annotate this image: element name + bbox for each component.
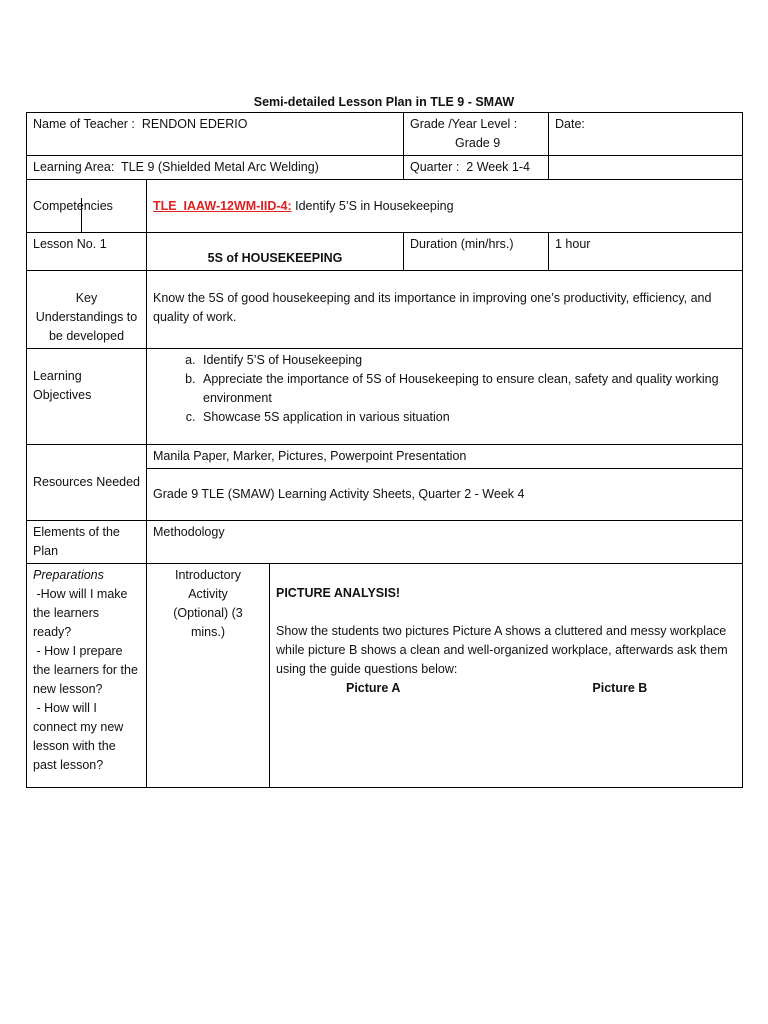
resources-row-1: [27, 445, 743, 469]
resources-item-2-cell: [147, 469, 743, 521]
competency-code: TLE_IAAW-12WM-IID-4:: [153, 198, 292, 213]
lesson-title: 5S of HOUSEKEEPING: [207, 251, 343, 265]
key-text: Know the 5S of good housekeeping and its importance in improving one’s productivity, efficiency, and quality of work.: [153, 291, 712, 324]
lesson-label: Lesson No. 1: [33, 237, 107, 251]
analysis-cell: [270, 564, 743, 788]
teacher-label: Name of Teacher :: [33, 117, 135, 131]
resources-label-cell: [27, 445, 147, 521]
elements-label: Elements of the Plan: [33, 525, 120, 558]
activity-cell: [147, 564, 270, 788]
objectives-label-cell: [27, 349, 147, 445]
lesson-row: [27, 233, 743, 271]
grade-value: Grade 9: [455, 136, 501, 150]
area-row: [27, 156, 743, 180]
divider-mark: [81, 198, 82, 232]
preparations-label-cell: [27, 564, 147, 788]
objectives-value-cell: [147, 349, 743, 445]
list-item: a. Identify 5’S of Housekeeping: [199, 351, 736, 370]
area-label: Learning Area:: [33, 160, 115, 174]
list-item: c. Showcase 5S application in various situation: [199, 408, 736, 427]
activity-text: Introductory Activity (Optional) (3 mins.): [173, 568, 243, 639]
objectives-row: [27, 349, 743, 445]
quarter-cell: [404, 156, 549, 180]
area-value: TLE 9 (Shielded Metal Arc Welding): [121, 160, 319, 174]
key-label: Key Understandings to be developed: [35, 291, 138, 343]
competencies-label-cell: [27, 180, 147, 233]
elements-row: [27, 521, 743, 564]
resources-label: Resources Needed: [33, 475, 141, 489]
picture-b-label: Picture B: [592, 681, 648, 695]
key-value-cell: [147, 271, 743, 349]
empty-cell: [549, 156, 743, 180]
objectives-label: Learning Objectives: [33, 369, 92, 402]
quarter-label: Quarter :: [410, 160, 460, 174]
teacher-name: RENDON EDERIO: [141, 117, 248, 131]
grade-cell: [404, 113, 549, 156]
page-title: Semi-detailed Lesson Plan in TLE 9 - SMAW: [253, 95, 515, 109]
date-label: Date:: [555, 117, 585, 131]
key-row: [27, 271, 743, 349]
duration-value-cell: [549, 233, 743, 271]
resources-item-2: Grade 9 TLE (SMAW) Learning Activity Sheets, Quarter 2 - Week 4: [153, 487, 525, 501]
picture-a-label: Picture A: [346, 681, 401, 695]
date-cell: [549, 113, 743, 156]
objectives-list: [153, 351, 736, 427]
picture-labels: [276, 679, 736, 698]
competencies-row: [27, 180, 743, 233]
teacher-cell: [27, 113, 404, 156]
resources-item-1-cell: [147, 445, 743, 469]
key-label-cell: [27, 271, 147, 349]
duration-value: 1 hour: [555, 237, 591, 251]
preparations-questions: -How will I make the learners ready? - How I prepare the learners for the new lesson? - How will I connect my new lesson with the past lesson?: [33, 587, 138, 772]
analysis-text: Show the students two pictures Picture A shows a cluttered and messy workplace while picture B shows a clean and well-organized workplace, afterwards ask them using the guide questions below:: [276, 624, 728, 676]
area-cell: [27, 156, 404, 180]
resources-item-1: Manila Paper, Marker, Pictures, Powerpoint Presentation: [153, 449, 467, 463]
competencies-value-cell: [147, 180, 743, 233]
elements-value: Methodology: [153, 525, 225, 539]
lesson-title-cell: [147, 233, 404, 271]
competency-text: Identify 5’S in Housekeeping: [295, 198, 454, 213]
teacher-row: [27, 113, 743, 156]
lesson-plan-table: [26, 112, 743, 788]
lesson-label-cell: [27, 233, 147, 271]
list-item: b. Appreciate the importance of 5S of Housekeeping to ensure clean, safety and quality working environment: [199, 370, 736, 408]
duration-label-cell: [404, 233, 549, 271]
elements-label-cell: [27, 521, 147, 564]
elements-value-cell: [147, 521, 743, 564]
grade-label: Grade /Year Level :: [410, 117, 518, 131]
competencies-label: Competencies: [33, 198, 113, 213]
preparations-heading: Preparations: [33, 568, 104, 582]
preparations-row: [27, 564, 743, 788]
quarter-value: 2 Week 1-4: [466, 160, 530, 174]
analysis-title: PICTURE ANALYSIS!: [276, 586, 401, 600]
duration-label: Duration (min/hrs.): [410, 237, 514, 251]
